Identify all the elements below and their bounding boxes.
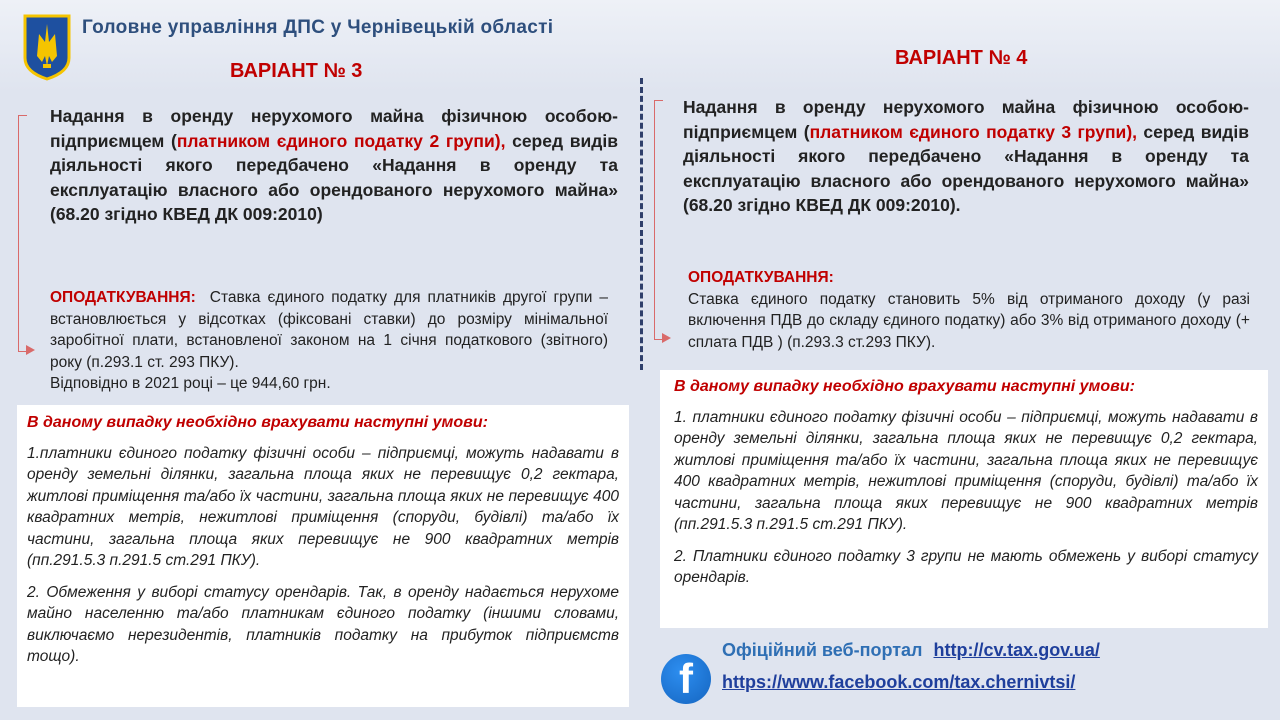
- variant-4-tax-text: Ставка єдиного податку становить 5% від отриманого доходу (у разі включення ПДВ до складу єдиного податку) або 3% від отриманого доходу (+ сплата ПДВ ) (п.293.3 ст.293 ПКУ).: [688, 290, 1250, 351]
- organization-title: Головне управління ДПС у Чернівецькій області: [82, 17, 554, 38]
- ukraine-coat-of-arms-icon: [22, 12, 72, 82]
- right-bracket: [654, 100, 663, 340]
- variant-4-condition-1: 1. платники єдиного податку фізичні особи – підприємці, можуть надавати в оренду земельні ділянки, загальна площа яких не перевищує 0,2 гектара, житлові приміщення та/або їх частини, загальна площа яких не перевищує 400 квадратних метрів, нежитлові приміщення (споруди, будівлі) та/або їх частини, загальна площа яких перевищує не 900 квадратних метрів (пп.291.5.3 п.291.5 ст.291 ПКУ).: [674, 408, 1258, 533]
- column-divider: [640, 78, 643, 370]
- variant-3-conditions-heading: В даному випадку необхідно врахувати наступні умови:: [27, 414, 488, 431]
- portal-link[interactable]: http://cv.tax.gov.ua/: [933, 640, 1100, 660]
- variant-3-desc-highlight: платником єдиного податку 2 групи),: [176, 130, 506, 151]
- variant-4-desc-post: серед видів діяльності якого передбачено «Надання в оренду та експлуатацію власного або орендованого нерухомого майна» (68.20 згідно КВЕД ДК 009:2010).: [683, 121, 1249, 215]
- variant-3-conditions-box: [17, 405, 629, 707]
- variant-4-description: [683, 95, 1249, 218]
- variant-3-condition-1: 1.платники єдиного податку фізичні особи – підприємці, можуть надавати в оренду земельні ділянки, загальна площа яких не перевищує 0,2 гектара, житлові приміщення та/або їх частини, загальна площа яких не перевищує 400 квадратних метрів, нежитлові приміщення (споруди, будівлі) та/або їх частини, загальна площа яких перевищує не 900 квадратних метрів (пп.291.5.3 п.291.5 ст.291 ПКУ).: [27, 444, 619, 569]
- variant-3-description: [50, 104, 618, 227]
- facebook-link[interactable]: https://www.facebook.com/tax.chernivtsi/: [722, 672, 1076, 692]
- variant-3-tax-text: Ставка єдиного податку для платників другої групи – встановлюється у відсотках (фіксовані ставки) до розміру мінімальної заробітної плати, встановленої законом на 1 січня податкового (звітного) року (п.293.1 ст. 293 ПКУ).: [50, 289, 608, 371]
- variant-4-desc-highlight: платником єдиного податку 3 групи),: [809, 121, 1138, 142]
- variant-4-tax-label: ОПОДАТКУВАННЯ:: [688, 269, 834, 286]
- variant-3-desc-post: серед видів діяльності якого передбачено «Надання в оренду та експлуатацію власного або орендованого нерухомого майна» (68.20 згідно КВЕД ДК 009:2010): [50, 130, 618, 224]
- variant-4-conditions-box: [660, 370, 1268, 628]
- variant-3-tax-amount: Відповідно в 2021 році – це 944,60 грн.: [50, 375, 331, 392]
- variant-3-tax-label: ОПОДАТКУВАННЯ:: [50, 289, 196, 306]
- variant-4-taxation: [688, 267, 1250, 353]
- variant-4-heading: ВАРІАНТ № 4: [895, 47, 1028, 69]
- variant-3-condition-2: 2. Обмеження у виборі статусу орендарів. Так, в оренду надається нерухоме майно населенню та/або платникам єдиного податку (іншими словами, виключаємо нерезидентів, платників податку на прибуток підприємств тощо).: [27, 583, 619, 665]
- facebook-letter: f: [679, 655, 693, 702]
- variant-3-taxation: [50, 287, 608, 395]
- portal-line: [722, 640, 1100, 661]
- left-bracket: [18, 115, 27, 352]
- variant-3-heading: ВАРІАНТ № 3: [230, 60, 363, 82]
- variant-4-condition-2: 2. Платники єдиного податку 3 групи не мають обмежень у виборі статусу орендарів.: [674, 547, 1258, 586]
- variant-4-conditions-heading: В даному випадку необхідно врахувати наступні умови:: [674, 378, 1135, 395]
- left-arrow-icon: [26, 345, 35, 355]
- portal-label: Офіційний веб-портал: [722, 640, 923, 660]
- variant-3-desc-pre: Надання в оренду нерухомого майна фізичною особою-підприємцем (: [50, 106, 618, 151]
- right-arrow-icon: [662, 333, 671, 343]
- facebook-icon[interactable]: [661, 654, 711, 704]
- variant-4-desc-pre: Надання в оренду нерухомого майна фізичною особою-підприємцем (: [683, 97, 1249, 142]
